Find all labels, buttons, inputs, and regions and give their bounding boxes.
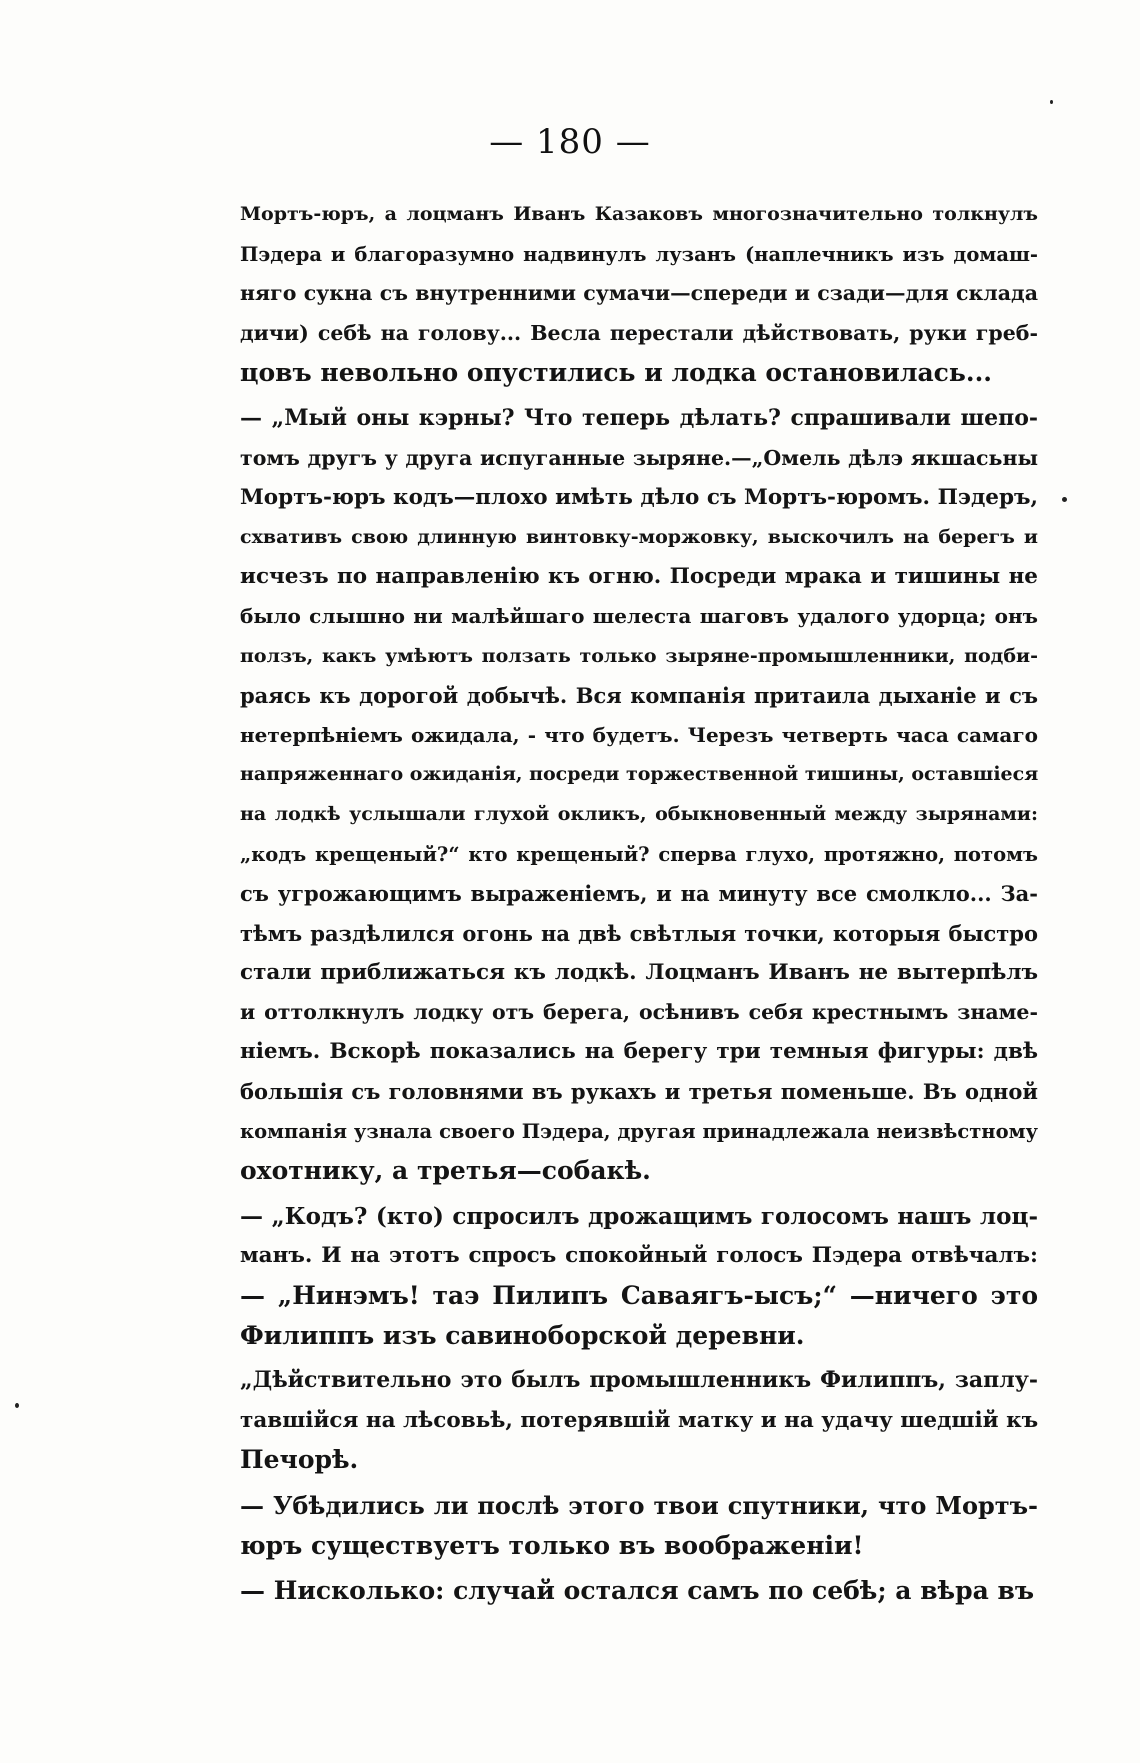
text-line: ніемъ. Вскорѣ показались на берегу три темныя фигуры: двѣ: [240, 1039, 1038, 1065]
text-line: томъ другъ у друга испуганные зыряне.—„Омель дѣлэ якшасьны: [240, 445, 1038, 470]
text-line: ползъ, какъ умѣютъ ползать только зыряне-промышленники, подби-: [240, 644, 1038, 667]
text-line: напряженнаго ожиданія, посреди торжественной тишины, оставшіеся: [240, 763, 1038, 786]
text-line: съ угрожающимъ выраженіемъ, и на минуту все смолкло... За-: [240, 881, 1038, 907]
text-line: раясь къ дорогой добычѣ. Вся компанія притаила дыханіе и съ: [240, 683, 1038, 709]
text-line: Мортъ-юръ, а лоцманъ Иванъ Казаковъ многозначительно толкнулъ: [240, 203, 1038, 225]
body-text: [240, 195, 1038, 1611]
text-line: на лодкѣ услышали глухой окликъ, обыкновенный между зырянами:: [240, 802, 1038, 825]
text-line: компанія узнала своего Пэдера, другая принадлежала неизвѣстному: [240, 1119, 1038, 1143]
text-line: исчезъ по направленію къ огню. Посреди мрака и тишины не: [240, 564, 1038, 590]
text-line: Филиппъ изъ савиноборской деревни.: [240, 1320, 805, 1350]
print-speck: [1062, 497, 1067, 502]
text-line: нетерпѣніемъ ожидала, - что будетъ. Черезъ четверть часа самаго: [240, 722, 1038, 747]
text-line: тѣмъ раздѣлился огонь на двѣ свѣтлыя точки, которыя быстро: [240, 920, 1038, 946]
text-line: „кодъ крещеный?“ кто крещеный? сперва глухо, протяжно, потомъ: [240, 842, 1038, 866]
text-line: охотнику, а третья—собакѣ.: [240, 1156, 651, 1186]
text-line: — Нисколько: случай остался самъ по себѣ; а вѣра въ: [240, 1576, 1035, 1606]
text-line: „Дѣйствительно это былъ промышленникъ Филиппъ, заплу-: [240, 1367, 1038, 1394]
text-line: стали приближаться къ лодкѣ. Лоцманъ Иванъ не вытерпѣлъ: [240, 960, 1038, 986]
text-line: тавшійся на лѣсовьѣ, потерявшій матку и на удачу шедшій къ: [240, 1407, 1038, 1433]
text-line: — „Нинэмъ! таэ Пилипъ Саваягъ-ысъ;“ —ничего это: [240, 1281, 1038, 1311]
text-line: схвативъ свою длинную винтовку-моржовку, выскочилъ на берегъ и: [240, 525, 1038, 548]
text-line: — „Кодъ? (кто) спросилъ дрожащимъ голосомъ нашъ лоц-: [240, 1202, 1038, 1230]
text-line: цовъ невольно опустились и лодка остановилась...: [240, 358, 992, 388]
page-number: — 180 —: [489, 122, 651, 162]
print-speck: [1050, 100, 1053, 104]
text-line: юръ существуетъ только въ воображеніи!: [240, 1530, 864, 1560]
text-line: Мортъ-юръ кодъ—плохо имѣть дѣло съ Мортъ-юромъ. Пэдеръ,: [240, 485, 1038, 511]
text-line: — „Мый оны кэрны? Что теперь дѣлать? спрашивали шепо-: [240, 404, 1038, 431]
text-line: манъ. И на этотъ спросъ спокойный голосъ Пэдера отвѣчалъ:: [240, 1243, 1038, 1269]
text-line: няго сукна съ внутренними сумачи—спереди и сзади—для склада: [240, 281, 1038, 306]
text-line: Печорѣ.: [240, 1445, 359, 1475]
text-line: Пэдера и благоразумно надвинулъ лузанъ (наплечникъ изъ домаш-: [240, 242, 1038, 266]
print-speck: [15, 1403, 19, 1408]
text-line: — Убѣдились ли послѣ этого твои спутники, что Мортъ-: [240, 1491, 1038, 1520]
text-line: большія съ головнями въ рукахъ и третья поменьше. Въ одной: [240, 1079, 1038, 1105]
text-line: было слышно ни малѣйшаго шелеста шаговъ удалого удорца; онъ: [240, 603, 1038, 628]
text-line: и оттолкнулъ лодку отъ берега, осѣнивъ себя крестнымъ знаме-: [240, 999, 1038, 1024]
text-line: дичи) себѣ на голову... Весла перестали дѣйствовать, руки греб-: [240, 320, 1038, 345]
